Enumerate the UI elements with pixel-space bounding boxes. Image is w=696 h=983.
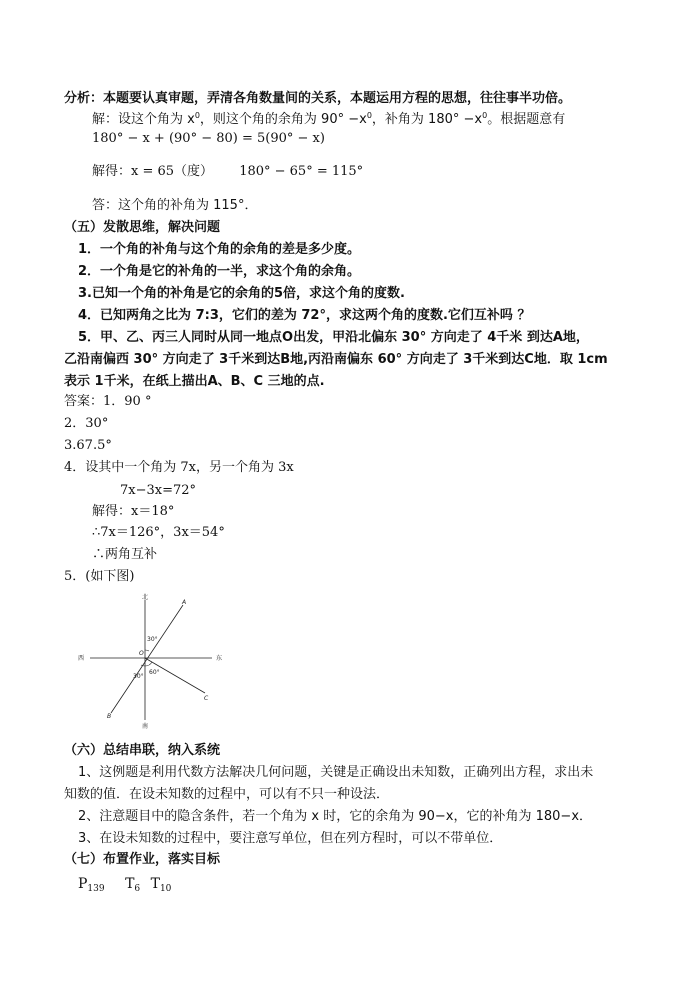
solution-answer: 答：这个角的补角为 115°． xyxy=(92,198,258,213)
answer-line: 答案：1．90 ° xyxy=(64,394,152,409)
arc-c xyxy=(145,662,152,666)
homework-task: T xyxy=(125,876,135,892)
section5-item-continued: 乙沿南偏西 30° 方向走了 3千米到达B地,丙沿南偏东 60° 方向走了 3千米到达C地．取 1cm xyxy=(64,352,608,367)
result-label: 解得： xyxy=(92,164,132,179)
section5-item: 1．一个角的补角与这个角的余角的差是多少度。 xyxy=(78,242,361,257)
answer-line: 解得：x＝18° xyxy=(92,504,175,519)
label-point-c: C xyxy=(204,695,209,702)
label-origin: O xyxy=(139,650,144,657)
section5-item: 2．一个角是它的补角的一半，求这个角的余角。 xyxy=(78,264,361,279)
section6-line: 2、注意题目中的隐含条件，若一个角为 x 时，它的余角为 90−x，它的补角为 180−x． xyxy=(78,809,593,824)
label-west: 西 xyxy=(78,655,85,662)
section5-item: 5．甲、乙、丙三人同时从同一地点O出发，甲沿北偏东 30° 方向走了 4千米 到达A地， xyxy=(78,330,589,345)
section6-line: 1、这例题是利用代数方法解决几何问题，关键是正确设出未知数，正确列出方程，求出未 xyxy=(78,765,594,780)
homework-task: T xyxy=(150,876,160,892)
solution-supplement: ，补角为 180° −x xyxy=(371,112,483,127)
analysis-paragraph xyxy=(64,91,571,107)
analysis-label: 分析： xyxy=(64,91,104,106)
solution-result xyxy=(92,164,363,180)
section6-line: 3、在设未知数的过程中，要注意写单位，但在列方程时，可以不带单位． xyxy=(78,831,503,846)
angle-label-a: 30° xyxy=(147,636,158,643)
label-point-b: B xyxy=(107,713,112,720)
section5-item-continued: 表示 1千米，在纸上描出A、B、C 三地的点. xyxy=(64,374,325,389)
direction-diagram xyxy=(74,592,230,732)
answer-line: ∴7x＝126°，3x＝54° xyxy=(92,525,225,540)
solution-complement: ，则这个角的余角为 90° −x xyxy=(199,112,367,127)
answer-line: 7x−3x=72° xyxy=(120,483,197,498)
result-calc: 180° − 65° = 115° xyxy=(239,164,364,179)
section6-heading: （六）总结串联，纳入系统 xyxy=(64,743,221,758)
homework-task-number: 10 xyxy=(159,884,172,894)
label-south: 南 xyxy=(142,723,149,730)
homework-page: P xyxy=(78,876,88,892)
equation-rhs: = 5(90° − x) xyxy=(241,131,325,146)
homework-page-number: 139 xyxy=(87,884,105,894)
answer-line: ∴两角互补 xyxy=(92,547,158,562)
analysis-text: 本题要认真审题，弄清各角数量间的关系，本题运用方程的思想，往往事半功倍。 xyxy=(103,91,572,106)
section6-line: 知数的值．在设未知数的过程中，可以有不只一种设法． xyxy=(64,787,390,802)
label-point-a: A xyxy=(182,599,187,606)
superscript-zero: 0 xyxy=(194,111,200,120)
section5-heading: （五）发散思维，解决问题 xyxy=(64,220,221,235)
superscript-zero: 0 xyxy=(366,111,372,120)
answer-line: 5．(如下图) xyxy=(64,569,135,584)
label-east: 东 xyxy=(216,655,223,662)
solution-lead: 解：设这个角为 x xyxy=(92,112,195,127)
answer-line: 4．设其中一个角为 7x，另一个角为 3x xyxy=(64,460,294,475)
equation-lhs: 180° − x + (90° − 80) xyxy=(92,131,238,146)
arc-a xyxy=(145,650,149,651)
superscript-zero: 0 xyxy=(482,111,488,120)
answer-line: 2．30° xyxy=(64,416,109,431)
angle-label-b: 30° xyxy=(133,673,144,680)
section7-heading: （七）布置作业，落实目标 xyxy=(64,852,221,867)
direction-diagram-svg xyxy=(74,592,230,732)
angle-label-c: 60° xyxy=(149,669,160,676)
label-north: 北 xyxy=(142,594,149,601)
section5-item: 4．已知两角之比为 7:3，它们的差为 72°，求这两个角的度数.它们互补吗 ？ xyxy=(78,308,531,323)
homework-line xyxy=(78,876,171,892)
solution-tail: 。根据题意有 xyxy=(487,112,566,127)
result-value: x = 65（度） xyxy=(131,164,214,179)
equation xyxy=(92,131,325,147)
homework-task-number: 6 xyxy=(134,884,141,894)
answer-line: 3.67.5° xyxy=(64,438,112,453)
solution-setup xyxy=(92,112,565,128)
section5-item: 3.已知一个角的补角是它的余角的5倍，求这个角的度数. xyxy=(78,286,405,301)
